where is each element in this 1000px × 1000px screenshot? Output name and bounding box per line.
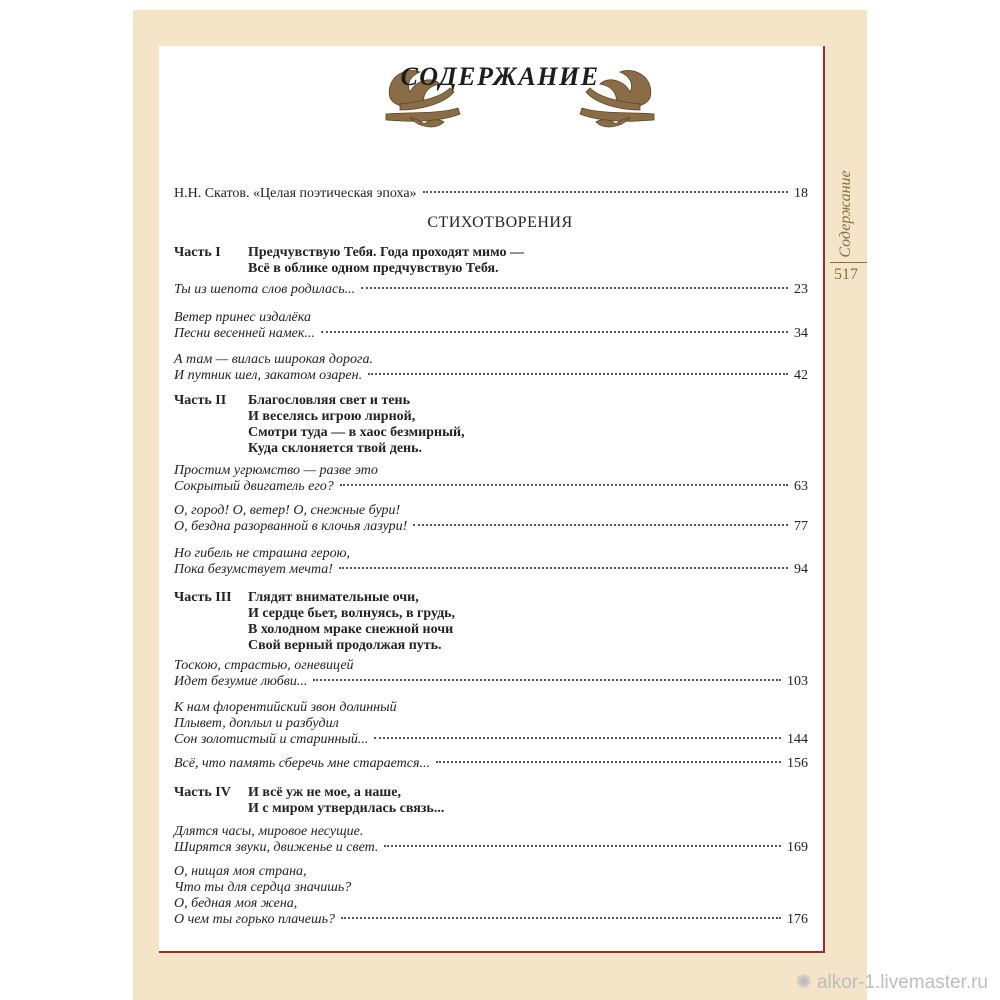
toc-entry-text: Ширятся звуки, движенье и свет.: [174, 840, 379, 855]
toc-page-number: 169: [787, 840, 808, 855]
toc-page-number: 63: [794, 479, 808, 494]
toc-page-number: 156: [787, 756, 808, 771]
epigraph-line: Смотри туда — в хаос безмирный,: [248, 425, 465, 440]
epigraph-line: И сердце бьет, волнуясь, в грудь,: [248, 606, 456, 621]
toc-entry-text: Идет безумие любви...: [174, 674, 308, 689]
epigraph-line: Всё в облике одном предчувствую Тебя.: [248, 261, 499, 276]
dot-leader: [321, 331, 788, 333]
toc-entry: [174, 282, 808, 298]
watermark: [796, 971, 988, 994]
part-label: Часть IV: [174, 785, 231, 800]
toc-entry-text: Всё, что память сберечь мне старается...: [174, 756, 431, 771]
part-heading: [174, 590, 774, 654]
toc-page-number: 23: [794, 282, 808, 297]
page-number: 517: [834, 266, 858, 283]
epigraph-line: Свой верный продолжая путь.: [248, 638, 442, 653]
toc-page-number: 144: [787, 732, 808, 747]
part-label: Часть I: [174, 245, 221, 260]
toc-entry-text: К нам флорентийский звон долинный: [174, 700, 397, 715]
toc-entry-text: О, нищая моя страна,: [174, 864, 307, 879]
toc-entry: [174, 700, 808, 748]
epigraph-line: Благословляя свет и тень: [248, 393, 411, 408]
toc-entry: [174, 310, 808, 342]
epigraph-line: И с миром утвердилась связь...: [248, 801, 445, 816]
dot-leader: [374, 737, 781, 739]
dot-leader: [361, 287, 788, 289]
epigraph-line: Глядят внимательные очи,: [248, 590, 419, 605]
toc-entry-text: О, бедная моя жена,: [174, 896, 298, 911]
part-heading: [174, 785, 774, 817]
toc-page-number: 77: [794, 519, 808, 534]
page-title: СОДЕРЖАНИЕ: [400, 62, 600, 91]
toc-entry-text: Пока безумствует мечта!: [174, 562, 333, 577]
dot-leader: [413, 524, 788, 526]
page-margin-top: [133, 10, 867, 46]
toc-entry-text: Н.Н. Скатов. «Целая поэтическая эпоха»: [174, 186, 417, 201]
toc-entry: [174, 756, 808, 772]
part-heading: [174, 393, 774, 457]
toc-entry-text: О, город! О, ветер! О, снежные бури!: [174, 503, 401, 518]
dot-leader: [340, 484, 788, 486]
dot-leader: [436, 761, 781, 763]
toc-entry-intro: [174, 186, 808, 202]
part-label: Часть III: [174, 590, 232, 605]
part-heading: [174, 245, 774, 277]
watermark-text: alkor-1.livemaster.ru: [816, 972, 988, 993]
toc-page-number: 34: [794, 326, 808, 341]
toc-entry-text: Ветер принес издалёка: [174, 310, 311, 325]
part-label: Часть II: [174, 393, 227, 408]
toc-entry-text: Песни весенней намек...: [174, 326, 315, 341]
toc-entry: [174, 546, 808, 578]
toc-entry-text: Но гибель не страшна герою,: [174, 546, 350, 561]
epigraph-line: Предчувствую Тебя. Года проходят мимо —: [248, 245, 524, 260]
epigraph-line: И веселясь игрою лирной,: [248, 409, 416, 424]
dot-leader: [423, 191, 788, 193]
dot-leader: [339, 567, 788, 569]
section-heading: СТИХОТВОРЕНИЯ: [427, 214, 573, 231]
page-margin-bottom: [133, 953, 867, 1000]
epigraph-line: Куда склоняется твой день.: [248, 441, 423, 456]
toc-entry-text: И путник шел, закатом озарен.: [174, 368, 363, 383]
toc-entry-text: Тоскою, страстью, огневицей: [174, 658, 354, 673]
dot-leader: [368, 373, 788, 375]
toc-entry: [174, 824, 808, 856]
dot-leader: [341, 917, 781, 919]
toc-entry-text: Сокрытый двигатель его?: [174, 479, 334, 494]
toc-entry-text: Сон золотистый и старинный...: [174, 732, 369, 747]
page-margin-left: [133, 10, 159, 954]
dot-leader: [313, 679, 781, 681]
toc-entry-text: Длятся часы, мировое несущие.: [174, 824, 364, 839]
toc-page-number: 94: [794, 562, 808, 577]
dot-leader: [384, 845, 781, 847]
toc-entry-text: Плывет, доплыл и разбудил: [174, 716, 339, 731]
watermark-logo-icon: ✺: [795, 972, 817, 993]
toc-entry-text: А там — вилась широкая дорога.: [174, 352, 373, 367]
toc-entry: [174, 658, 808, 690]
toc-entry: [174, 352, 808, 384]
epigraph-line: И всё уж не мое, а наше,: [248, 785, 401, 800]
running-header: Содержание: [837, 170, 854, 258]
running-header-rule: [830, 262, 867, 263]
toc-page-number: 103: [787, 674, 808, 689]
toc-page-number: 42: [794, 368, 808, 383]
toc-page-number: 176: [787, 912, 808, 927]
toc-entry-text: Что ты для сердца значишь?: [174, 880, 352, 895]
toc-entry-text: О чем ты горько плачешь?: [174, 912, 335, 927]
page-margin-right: [825, 10, 867, 954]
toc-entry-text: Простим угрюмство — разве это: [174, 463, 378, 478]
epigraph-line: В холодном мраке снежной ночи: [248, 622, 454, 637]
toc-entry: [174, 463, 808, 495]
toc-entry: [174, 503, 808, 535]
toc-entry-text: Ты из шепота слов родилась...: [174, 282, 356, 297]
toc-entry: [174, 864, 808, 928]
toc-entry-text: О, бездна разорванной в клочья лазури!: [174, 519, 408, 534]
toc-page-number: 18: [794, 186, 808, 201]
